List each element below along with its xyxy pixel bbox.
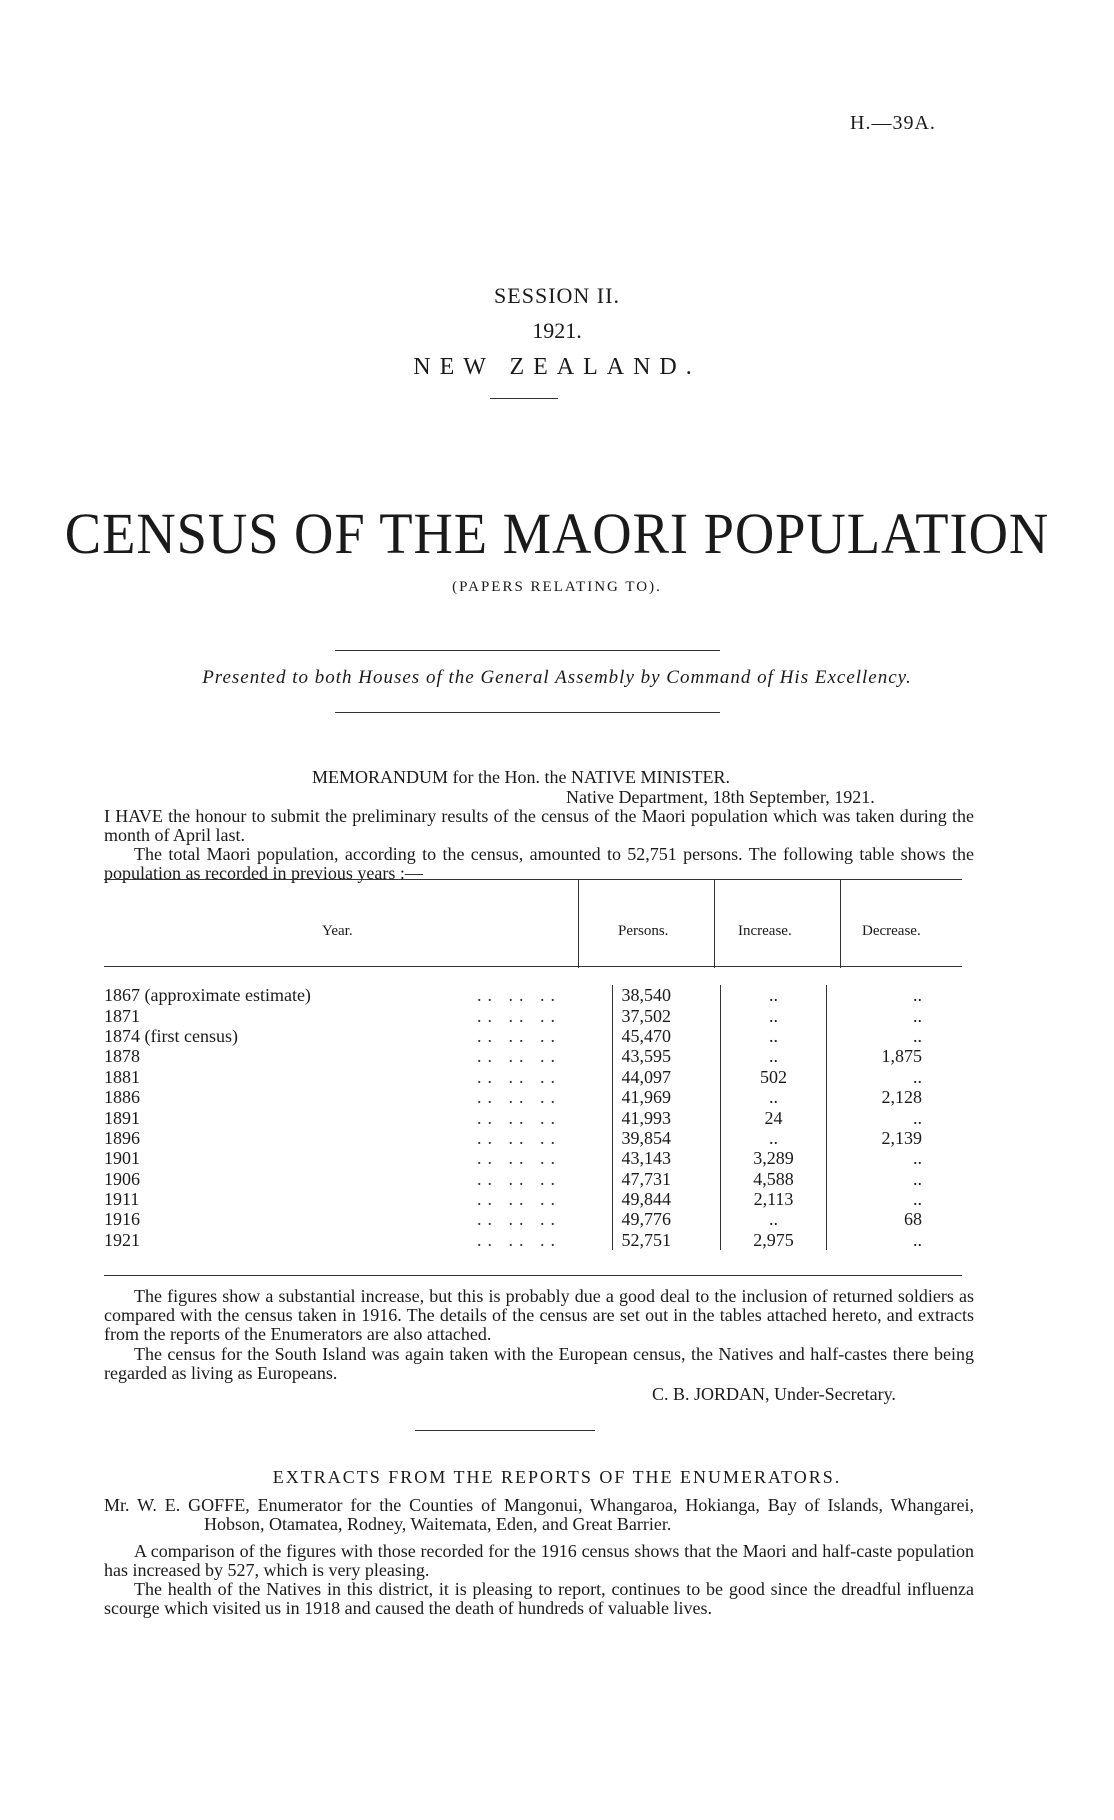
persons-cell: 41,993 [613,1107,720,1127]
persons-cell: 45,470 [613,1026,720,1046]
decrease-cell: 2,128 [827,1087,962,1107]
session-label: SESSION II. [494,283,620,308]
column-divider [578,880,579,968]
column-header-decrease: Decrease. [862,923,921,939]
signature: C. B. JORDAN, Under-Secretary. [652,1384,896,1404]
persons-cell: 49,844 [613,1189,720,1209]
persons-cell: 49,776 [613,1209,720,1229]
persons-cell: 43,143 [613,1148,720,1168]
year-cell: 1896 [104,1127,140,1148]
persons-cell: 41,969 [613,1087,720,1107]
extract-paragraph: A comparison of the figures with those recorded for the 1916 census shows that the Maori and half-caste population has increased by 527, which is very pleasing. [104,1541,974,1580]
decrease-cell: .. [827,1067,962,1087]
decrease-cell: 68 [827,1209,962,1229]
table-row [104,1230,962,1250]
leader-dots: .. .. .. [477,1148,562,1169]
year-cell: 1901 [104,1148,140,1169]
leader-dots: .. .. .. [477,1066,562,1087]
persons-cell: 44,097 [613,1067,720,1087]
column-header-persons: Persons. [618,923,669,939]
persons-cell: 43,595 [613,1046,720,1066]
year-cell: 1911 [104,1189,140,1210]
increase-cell: 4,588 [720,1169,827,1189]
decrease-cell: 2,139 [827,1128,962,1148]
document-title: CENSUS OF THE MAORI POPULATION [64,501,1050,566]
decrease-cell: .. [827,1189,962,1209]
divider [335,712,720,713]
table-top-rule [104,879,962,880]
session-year: 1921. [532,318,582,343]
table-row [104,1026,962,1046]
body-paragraph: The census for the South Island was again taken with the European census, the Natives and half-castes there being regarded as living as Europeans. [104,1344,974,1383]
table-row [104,1189,962,1209]
column-header-year: Year. [322,923,353,939]
decrease-cell: .. [827,1169,962,1189]
decrease-cell: .. [827,985,962,1005]
increase-cell: 24 [720,1107,827,1127]
extracts-heading: EXTRACTS FROM THE REPORTS OF THE ENUMERATORS. [272,1467,842,1487]
persons-cell: 38,540 [613,985,720,1005]
table-bottom-rule [104,1275,962,1276]
document-reference: H.—39A. [850,112,936,134]
year-cell: 1921 [104,1229,140,1250]
increase-cell: .. [720,1087,827,1107]
table-header-rule [104,966,962,967]
divider [490,398,558,399]
leader-dots: .. .. .. [477,1046,562,1067]
year-cell: 1881 [104,1066,140,1087]
year-cell: 1874 (first census) [104,1025,238,1046]
increase-cell: .. [720,1026,827,1046]
leader-dots: .. .. .. [477,1168,562,1189]
table-row [104,1169,962,1189]
table-row [104,1005,962,1025]
presented-line: Presented to both Houses of the General Assembly by Command of His Excellency. [202,667,912,688]
increase-cell: .. [720,985,827,1005]
leader-dots: .. .. .. [477,1025,562,1046]
leader-dots: .. .. .. [477,1189,562,1210]
increase-cell: .. [720,1128,827,1148]
extract-paragraph: The health of the Natives in this district, it is pleasing to report, continues to be good since the dreadful influenza scourge which visited us in 1918 and caused the death of hundreds of valuable lives. [104,1579,974,1618]
divider [415,1430,595,1431]
table-row [104,1209,962,1229]
decrease-cell: .. [827,1005,962,1025]
leader-dots: .. .. .. [477,1229,562,1250]
year-cell: 1906 [104,1168,140,1189]
year-cell: 1916 [104,1209,140,1230]
table-row [104,1046,962,1066]
persons-cell: 39,854 [613,1128,720,1148]
divider [335,650,720,651]
table-row [104,1148,962,1168]
year-cell: 1867 (approximate estimate) [104,985,311,1006]
table-row [104,1067,962,1087]
leader-dots: .. .. .. [477,985,562,1006]
decrease-cell: .. [827,1148,962,1168]
leader-dots: .. .. .. [477,1087,562,1108]
census-table [104,985,962,1250]
leader-dots: .. .. .. [477,1005,562,1026]
decrease-cell: .. [827,1230,962,1250]
year-cell: 1886 [104,1087,140,1108]
column-divider [840,880,841,968]
increase-cell: 502 [720,1067,827,1087]
country-name: NEW ZEALAND. [413,354,701,380]
memo-paragraph: The total Maori population, according to the census, amounted to 52,751 persons. The following table shows the population as recorded in previous years :— [104,844,974,883]
memo-paragraph: I HAVE the honour to submit the preliminary results of the census of the Maori population which was taken during the month of April last. [104,806,974,845]
increase-cell: .. [720,1005,827,1025]
persons-cell: 37,502 [613,1005,720,1025]
year-cell: 1891 [104,1107,140,1128]
increase-cell: .. [720,1046,827,1066]
decrease-cell: .. [827,1107,962,1127]
memo-dateline: Native Department, 18th September, 1921. [566,787,875,807]
increase-cell: 2,975 [720,1230,827,1250]
decrease-cell: 1,875 [827,1046,962,1066]
increase-cell: 2,113 [720,1189,827,1209]
table-row [104,985,962,1005]
leader-dots: .. .. .. [477,1209,562,1230]
document-subtitle: (PAPERS RELATING TO). [452,579,662,595]
increase-cell: .. [720,1209,827,1229]
persons-cell: 47,731 [613,1169,720,1189]
leader-dots: .. .. .. [477,1107,562,1128]
leader-dots: .. .. .. [477,1127,562,1148]
column-header-increase: Increase. [738,923,792,939]
table-row [104,1087,962,1107]
increase-cell: 3,289 [720,1148,827,1168]
body-paragraph: The figures show a substantial increase, but this is probably due a good deal to the inclusion of returned soldiers as compared with the census taken in 1916. The details of the census are set out in the tables attached hereto, and extracts from the reports of the Enumerators are also attached. [104,1286,974,1344]
enumerator-line: Mr. W. E. GOFFE, Enumerator for the Counties of Mangonui, Whangaroa, Hokianga, Bay of Islands, Whangarei, Hobson, Otamatea, Rodney, Waitemata, Eden, and Great Barrier. [104,1495,974,1534]
column-divider [714,880,715,968]
persons-cell: 52,751 [613,1230,720,1250]
table-row [104,1107,962,1127]
year-cell: 1878 [104,1046,140,1067]
memo-heading: MEMORANDUM for the Hon. the NATIVE MINISTER. [312,767,730,787]
decrease-cell: .. [827,1026,962,1046]
table-row [104,1128,962,1148]
year-cell: 1871 [104,1005,140,1026]
